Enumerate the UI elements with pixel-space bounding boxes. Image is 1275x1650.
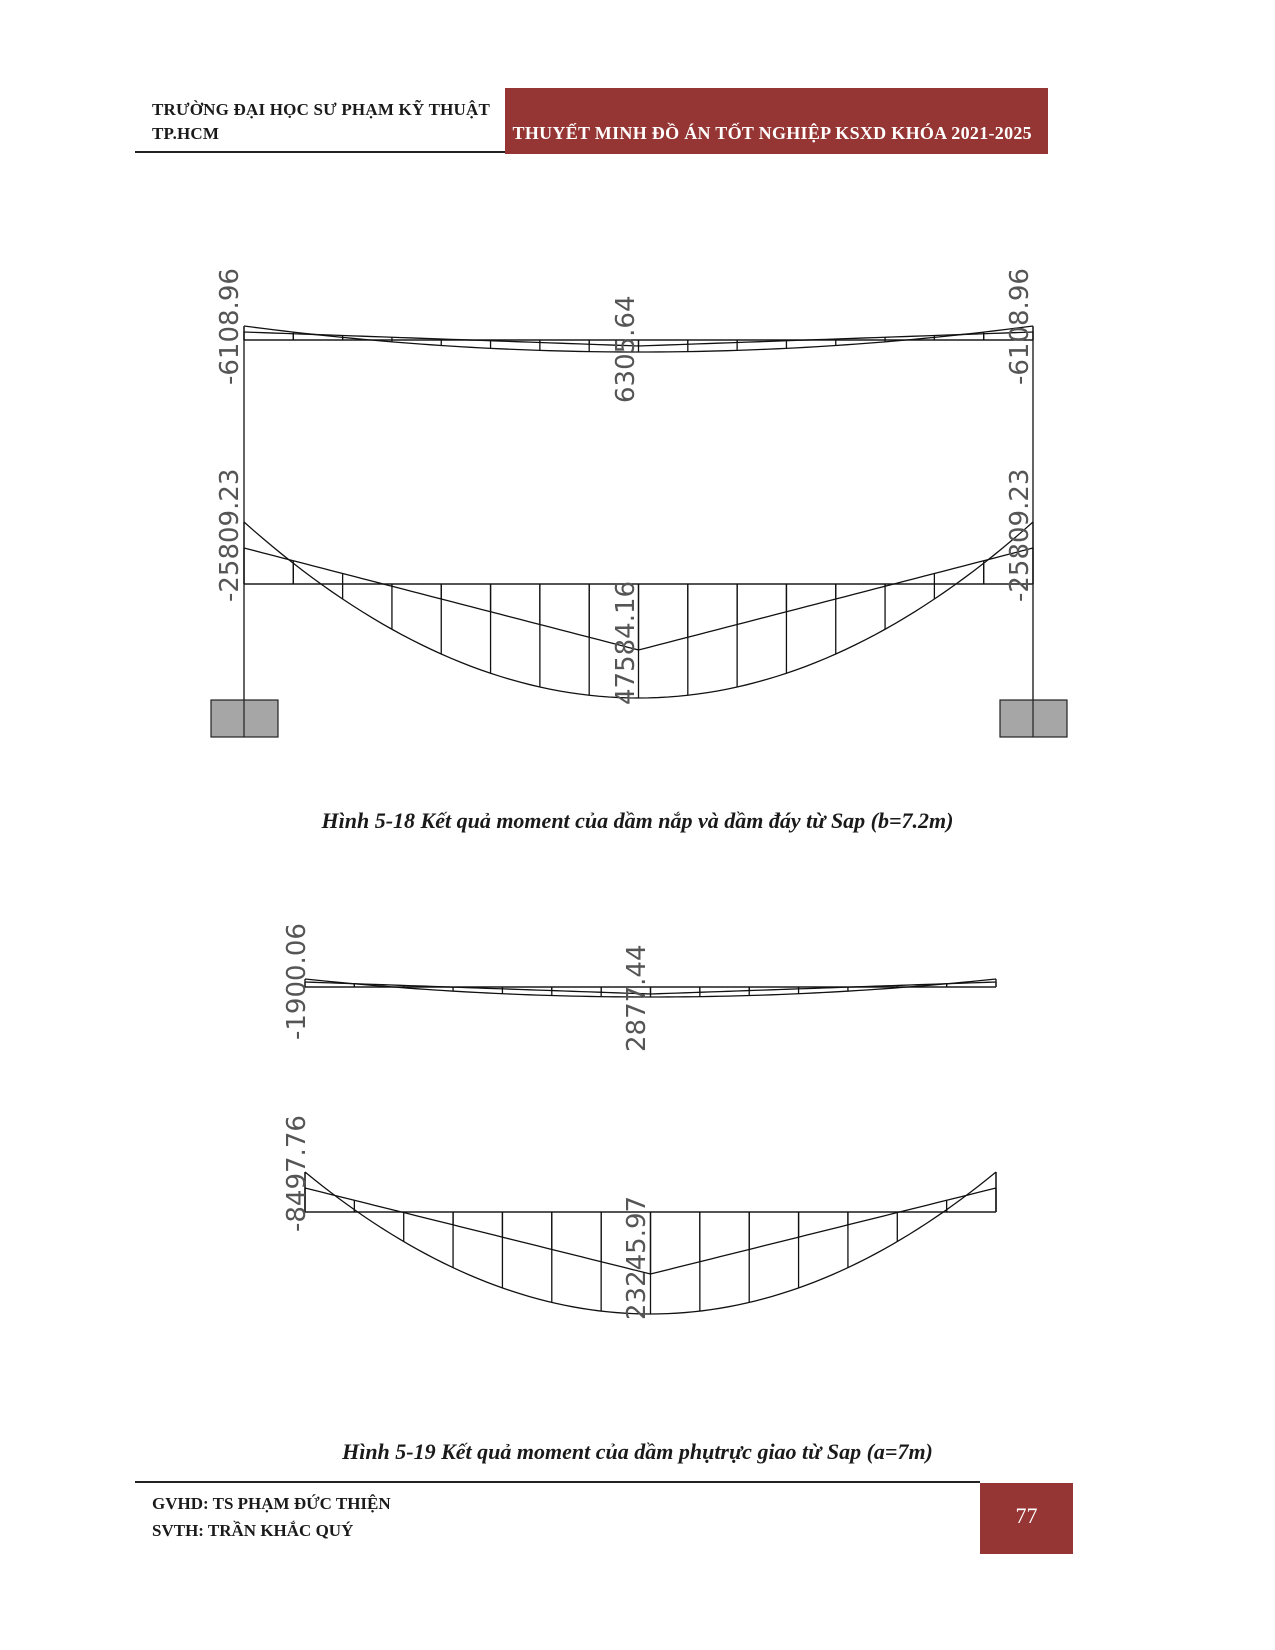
school-name-line2: TP.HCM — [152, 124, 220, 143]
label-top-mid: 2877.44 — [622, 944, 652, 1052]
moment-diagram-frame — [0, 0, 1275, 760]
document-title: THUYẾT MINH ĐỒ ÁN TỐT NGHIỆP KSXD KHÓA 2021-2025 — [512, 123, 1032, 143]
figure-caption-2: Hình 5-19 Kết quả moment của dầm phụtrực giao từ Sap (a=7m) — [342, 1439, 933, 1464]
footer-rule — [135, 1481, 980, 1483]
footer-credits — [152, 1490, 391, 1544]
label-top-left: -1900.06 — [282, 923, 312, 1040]
label-bottom-left: -8497.76 — [282, 1115, 312, 1232]
label-top-left: -6108.96 — [215, 268, 245, 385]
page-number: 77 — [1015, 1503, 1038, 1528]
label-bottom-mid: 23245.97 — [622, 1195, 652, 1320]
school-name-line1: TRƯỜNG ĐẠI HỌC SƯ PHẠM KỸ THUẬT — [152, 100, 491, 119]
advisor: GVHD: TS PHẠM ĐỨC THIỆN — [152, 1494, 391, 1513]
page-number-box — [980, 1483, 1073, 1554]
label-bottom-right: -25809.23 — [1005, 468, 1035, 602]
figure-caption-1: Hình 5-18 Kết quả moment của dầm nắp và dầm đáy từ Sap (b=7.2m) — [321, 808, 954, 833]
label-top-right: -6108.96 — [1005, 268, 1035, 385]
moment-diagram-beam — [0, 880, 1275, 1440]
student: SVTH: TRẦN KHẮC QUÝ — [152, 1521, 354, 1540]
label-top-mid: 6305.64 — [611, 295, 641, 403]
label-bottom-left: -25809.23 — [215, 468, 245, 602]
label-bottom-mid: 47584.16 — [611, 580, 641, 705]
